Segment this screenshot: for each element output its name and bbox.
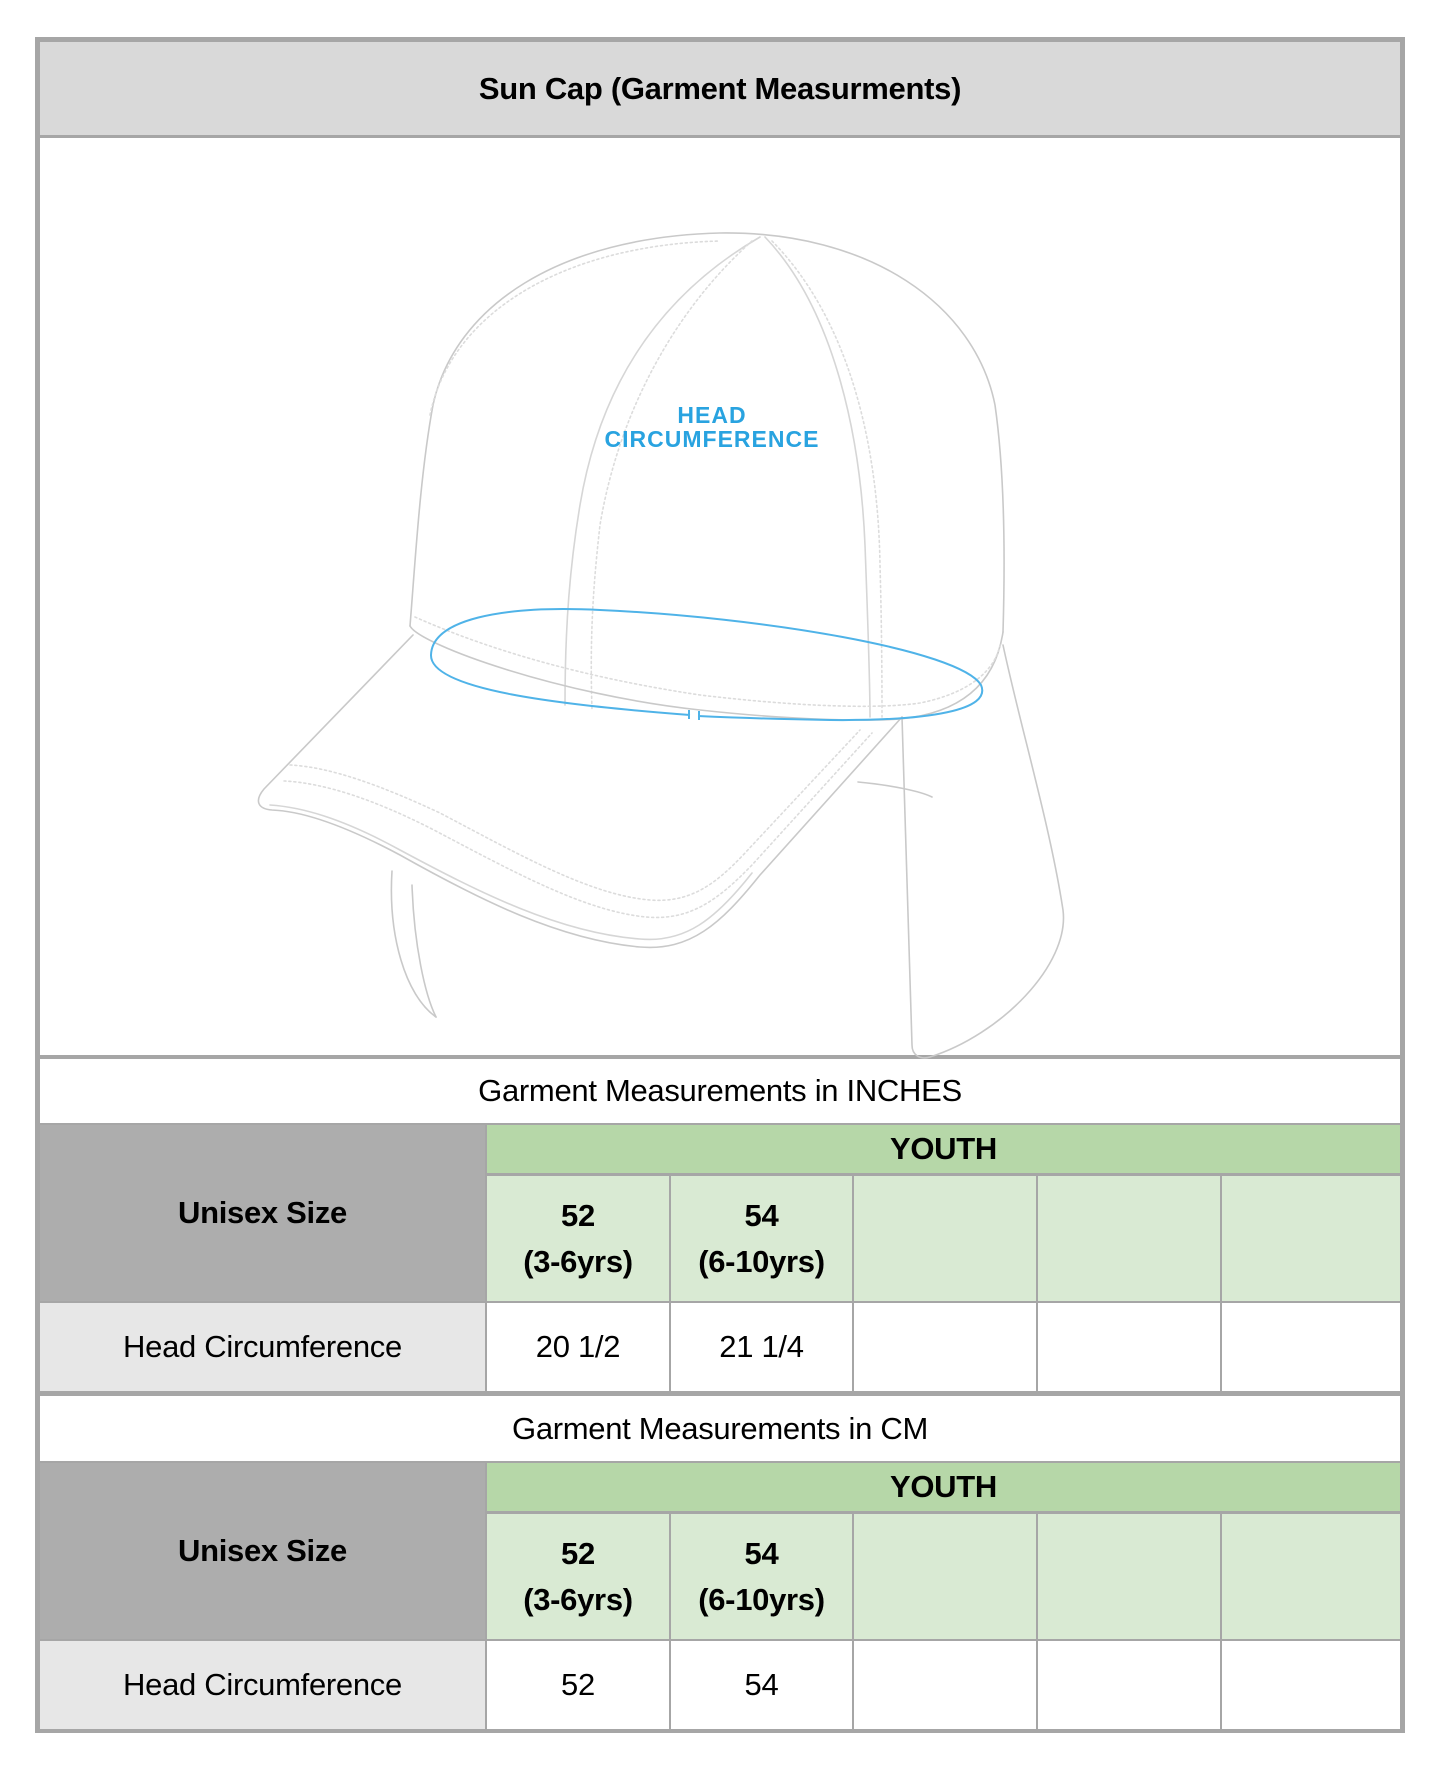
measurement-value: 52: [487, 1641, 671, 1729]
head-label-line2: CIRCUMFERENCE: [604, 426, 820, 452]
cm-table: [40, 1397, 1400, 1729]
measurement-value: 21 1/4: [671, 1303, 854, 1391]
size-header: [487, 1514, 671, 1641]
size-header-empty: [1038, 1514, 1222, 1641]
size-value: 52: [561, 1197, 595, 1233]
row-label: Head Circumference: [40, 1641, 487, 1729]
size-label-cell: Unisex Size: [40, 1463, 487, 1641]
size-age-range: (6-10yrs): [698, 1243, 825, 1279]
group-header-youth: YOUTH: [487, 1125, 1400, 1176]
size-value: 54: [744, 1535, 779, 1571]
table-caption: Garment Measurements in CM: [40, 1397, 1400, 1463]
cap-drawing-area: [40, 138, 1400, 1059]
measurement-value: [1038, 1303, 1222, 1391]
row-label: Head Circumference: [40, 1303, 487, 1391]
size-header: [671, 1176, 854, 1303]
measurement-value: [1038, 1641, 1222, 1729]
table-caption: Garment Measurements in INCHES: [40, 1059, 1400, 1125]
size-header-empty: [854, 1176, 1038, 1303]
inches-table: [40, 1059, 1400, 1396]
measurement-value: 54: [671, 1641, 854, 1729]
size-header-empty: [1038, 1176, 1222, 1303]
size-label-cell: Unisex Size: [40, 1125, 487, 1303]
measurement-value: [854, 1303, 1038, 1391]
page-title: Sun Cap (Garment Measurments): [478, 70, 962, 106]
size-header-empty: [854, 1514, 1038, 1641]
size-value: 52: [561, 1535, 595, 1571]
sun-cap-illustration: [0, 5, 1445, 1065]
group-header-youth: YOUTH: [487, 1463, 1400, 1514]
size-header: [487, 1176, 671, 1303]
size-chart-frame: [35, 37, 1405, 1733]
size-age-range: (6-10yrs): [698, 1581, 825, 1617]
size-value: 54: [744, 1197, 779, 1233]
head-label-line1: HEAD: [677, 402, 747, 428]
size-header-empty: [1222, 1514, 1400, 1641]
size-age-range: (3-6yrs): [523, 1243, 633, 1279]
measurement-value: 20 1/2: [487, 1303, 671, 1391]
table-divider: [40, 1391, 1400, 1396]
size-header: [671, 1514, 854, 1641]
size-age-range: (3-6yrs): [523, 1581, 633, 1617]
measurement-value: [854, 1641, 1038, 1729]
measurement-value: [1222, 1641, 1400, 1729]
measurement-value: [1222, 1303, 1400, 1391]
size-header-empty: [1222, 1176, 1400, 1303]
